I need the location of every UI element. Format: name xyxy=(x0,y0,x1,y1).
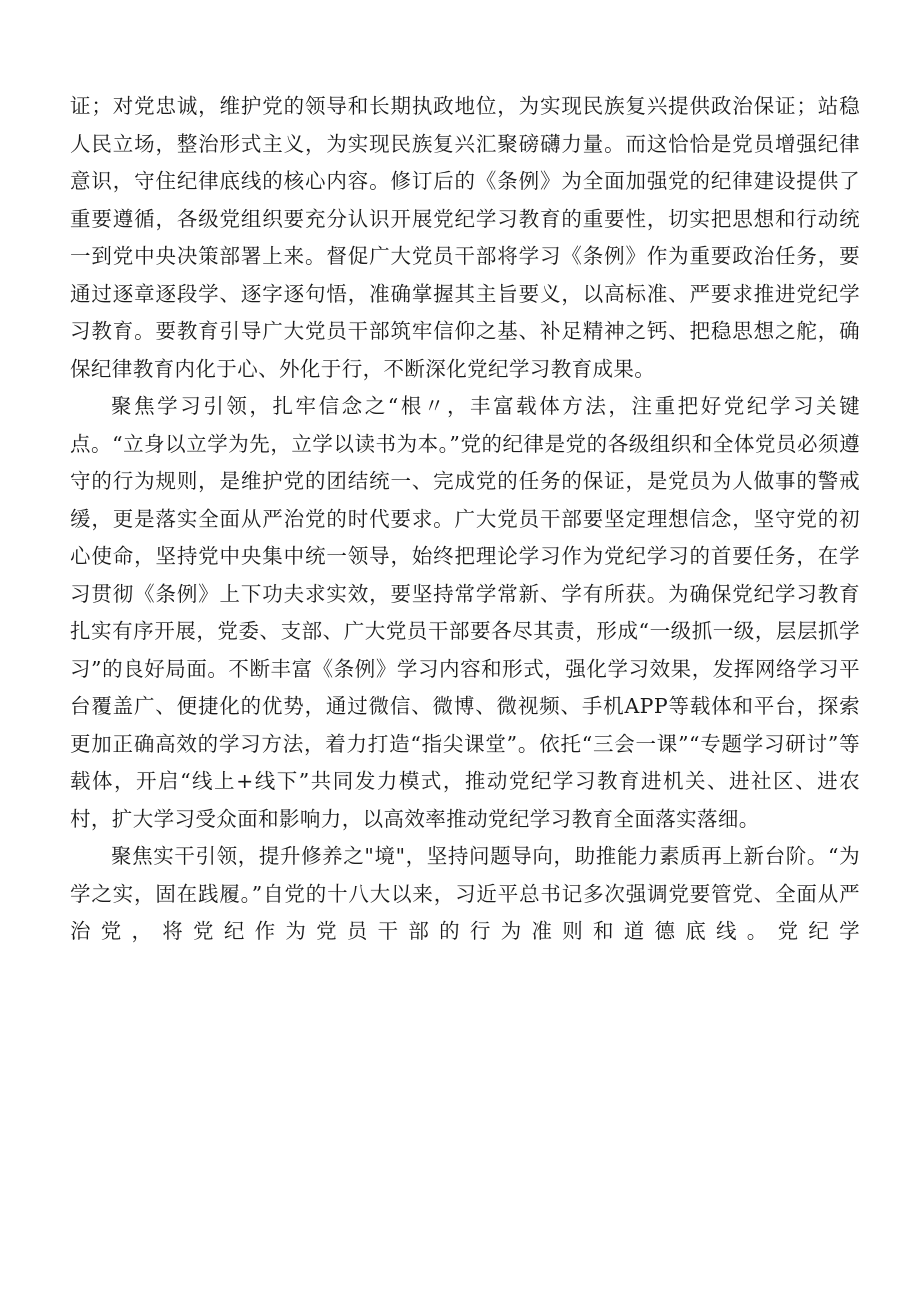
paragraph-2: 聚焦学习引领，扎牢信念之“根〃，丰富载体方法，注重把好党纪学习关键点。“立身以立学为先，立学以读书为本。”党的纪律是党的各级组织和全体党员必须遵守的行为规则，是维护党的团结统一、完成党的任务的保证，是党员为人做事的警戒缓，更是落实全面从严治党的时代要求。广大党员干部要坚定理想信念，坚守党的初心使命，坚持党中央集中统一领导，始终把理论学习作为党纪学习的首要任务，在学习贯彻《条例》上下功夫求实效，要坚持常学常新、学有所获。为确保党纪学习教育扎实有序开展，党委、支部、广大党员干部要各尽其责，形成“一级抓一级，层层抓学习”的良好局面。不断丰富《条例》学习内容和形式，强化学习效果，发挥网络学习平台覆盖广、便捷化的优势，通过微信、微博、微视频、手机APP等载体和平台，探索更加正确高效的学习方法，着力打造“指尖课堂”。依托“三会一课”“专题学习研讨”等载体，开启“线上+线下”共同发力模式，推动党纪学习教育进机关、进社区、进农村，扩大学习受众面和影响力，以高效率推动党纪学习教育全面落实落细。 xyxy=(70,394,860,831)
paragraph-1: 证；对党忠诚，维护党的领导和长期执政地位，为实现民族复兴提供政治保证；站稳人民立场，整治形式主义，为实现民族复兴汇聚磅礴力量。而这恰恰是党员增强纪律意识，守住纪律底线的核心内容。修订后的《条例》为全面加强党的纪律建设提供了重要遵循，各级党组织要充分认识开展党纪学习教育的重要性，切实把思想和行动统一到党中央决策部署上来。督促广大党员干部将学习《条例》作为重要政治任务，要通过逐章逐段学、逐字逐句悟，准确掌握其主旨要义，以高标准、严要求推进党纪学习教育。要教育引导广大党员干部筑牢信仰之基、补足精神之钙、把稳思想之舵，确保纪律教育内化于心、外化于行，不断深化党纪学习教育成果。 xyxy=(70,94,860,381)
paragraph-3: 聚焦实干引领，提升修养之"境"，坚持问题导向，助推能力素质再上新台阶。“为学之实，固在践履。”自党的十八大以来，习近平总书记多次强调党要管党、全面从严治党，将党纪作为党员干部的行为准则和道德底线。党纪学 xyxy=(70,844,860,943)
document-page xyxy=(70,88,860,951)
